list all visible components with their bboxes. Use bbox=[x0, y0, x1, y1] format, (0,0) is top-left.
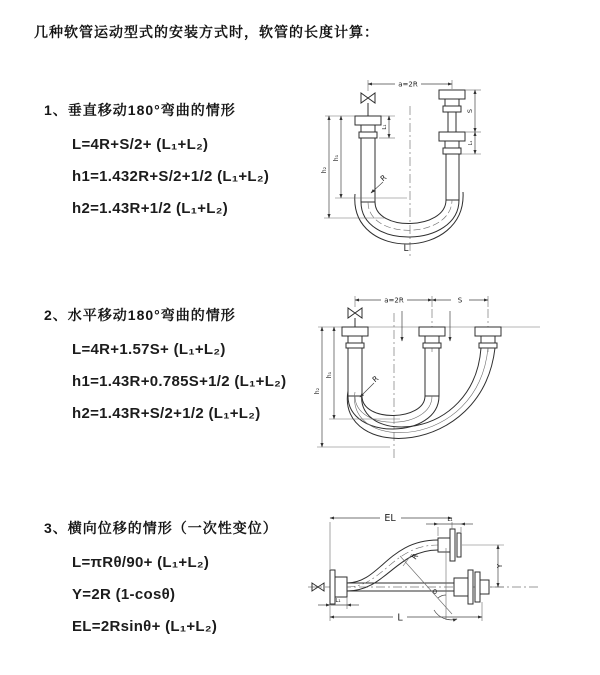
middle-pipe-assembly bbox=[419, 327, 445, 396]
h1-dimension-label: h₁ bbox=[333, 154, 340, 162]
y-dimension-label: Y bbox=[496, 563, 504, 569]
radius-label: R bbox=[370, 373, 381, 385]
section-2-heading: 2、水平移动180°弯曲的情形 bbox=[44, 307, 236, 323]
section-3-heading: 3、横向位移的情形（一次性变位） bbox=[44, 520, 278, 536]
l1-top-dimension-label: L₁ bbox=[447, 517, 453, 523]
a-dimension bbox=[355, 296, 432, 307]
s-dimension-label: S bbox=[466, 108, 474, 114]
h2-dimension-label: h₂ bbox=[321, 166, 328, 174]
section-horizontal-bend bbox=[44, 305, 286, 430]
radius-label: R bbox=[378, 172, 389, 184]
left-pipe-assembly bbox=[342, 327, 368, 396]
formula-line: L=4R+S/2+ (L₁+L₂) bbox=[72, 136, 209, 153]
right-pipe-assembly bbox=[439, 90, 465, 200]
section-vertical-bend bbox=[44, 100, 269, 225]
l-dimension-label: L bbox=[397, 612, 403, 624]
a-dimension-label: a=2R bbox=[398, 80, 418, 89]
formula-line: EL=2Rsinθ+ (L₁+L₂) bbox=[72, 618, 218, 635]
section-1-heading: 1、垂直移动180°弯曲的情形 bbox=[44, 102, 236, 118]
formula-line: Y=2R (1-cosθ) bbox=[72, 586, 176, 603]
formula-line: h2=1.43R+1/2 (L₁+L₂) bbox=[72, 200, 229, 217]
u-bend-hose-shifted bbox=[347, 348, 495, 438]
formula-line: L=πRθ/90+ (L₁+L₂) bbox=[72, 554, 210, 571]
l1-left-dimension-label: L₁ bbox=[335, 598, 341, 604]
shifted-pipe-assembly bbox=[475, 327, 501, 348]
h1-dimension bbox=[326, 327, 400, 419]
el-dimension bbox=[330, 513, 452, 569]
vertical-bend-diagram bbox=[315, 70, 595, 262]
l1-right-dimension-label: L₁ bbox=[468, 140, 474, 146]
formula-line: h1=1.432R+S/2+1/2 (L₁+L₂) bbox=[72, 168, 270, 185]
formula-line: h1=1.43R+0.785S+1/2 (L₁+L₂) bbox=[72, 373, 287, 390]
horizontal-bend-diagram bbox=[310, 283, 600, 463]
radius-leader bbox=[371, 182, 383, 193]
h1-dimension-label: h₁ bbox=[326, 371, 333, 379]
l1-dimension-label: L₁ bbox=[382, 124, 388, 130]
hose-braid bbox=[361, 138, 375, 202]
a-dimension-label: a=2R bbox=[384, 296, 404, 305]
s-dimension-label: S bbox=[457, 296, 463, 305]
valve-icon bbox=[361, 93, 375, 116]
s-dimension bbox=[465, 90, 481, 132]
radius-label: R bbox=[409, 551, 421, 562]
doc-title: 几种软管运动型式的安装方式时，软管的长度计算： bbox=[34, 24, 379, 40]
length-label: L bbox=[403, 244, 409, 254]
lateral-displacement-diagram bbox=[300, 498, 600, 656]
upper-flange bbox=[438, 529, 461, 561]
el-dimension-label: EL bbox=[384, 513, 396, 524]
valve-icon bbox=[348, 308, 362, 327]
s-dimension bbox=[432, 296, 488, 307]
l1-left-dimension bbox=[318, 597, 359, 609]
formula-line: h2=1.43R+S/2+1/2 (L₁+L₂) bbox=[72, 405, 261, 422]
right-flange bbox=[454, 570, 489, 604]
h2-dimension-label: h₂ bbox=[314, 387, 321, 395]
theta-label: θ bbox=[433, 588, 437, 596]
formula-line: L=4R+1.57S+ (L₁+L₂) bbox=[72, 341, 226, 358]
a-dimension bbox=[368, 80, 452, 91]
hose-braid bbox=[446, 154, 459, 200]
section-lateral-displacement bbox=[44, 518, 278, 643]
